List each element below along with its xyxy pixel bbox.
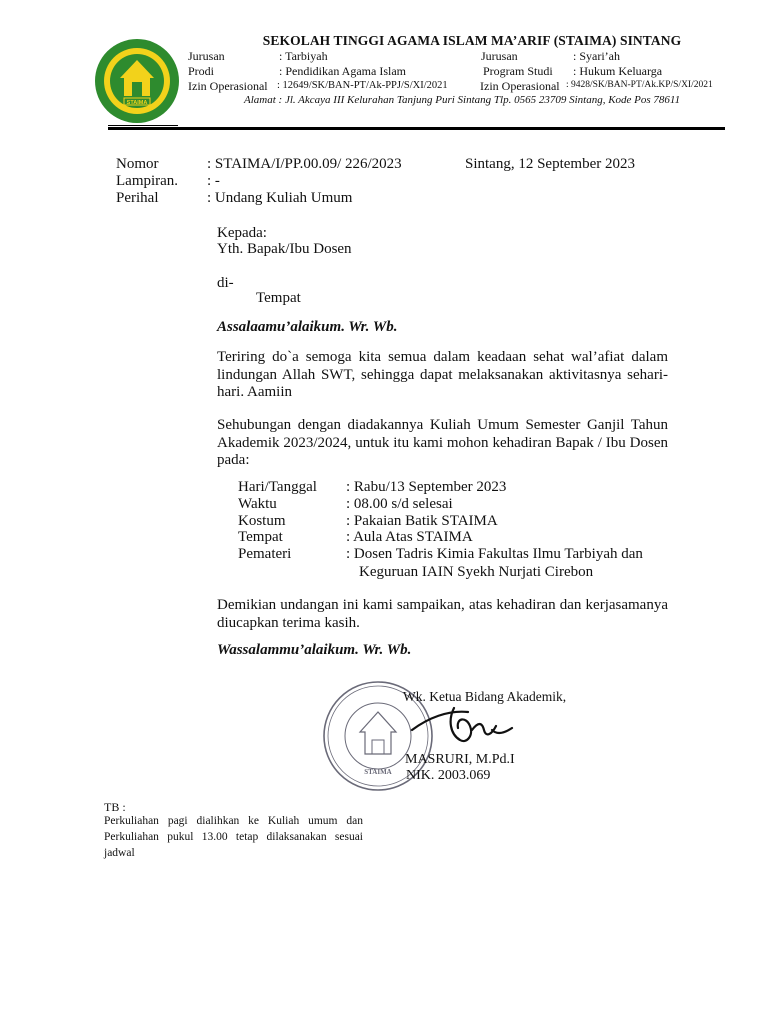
left-izin-value: : 12649/SK/BAN-PT/Ak-PPJ/S/XI/2021 [277,80,448,91]
paragraph-2: Sehubungan dengan diadakannya Kuliah Umum Semester Ganjil Tahun Akademik 2023/2024, untuk itu kami mohon kehadiran Bapak / Ibu Dosen pada: [217,417,668,469]
left-izin-label: Izin Operasional [188,79,268,93]
recipient: Yth. Bapak/Ibu Dosen [217,241,352,257]
signer-title: Wk. Ketua Bidang Akademik, [403,689,567,704]
right-prodi-label: Program Studi [483,64,553,78]
detail-label: Tempat [238,529,283,546]
left-jurusan-label: Jurusan [188,49,225,63]
right-izin-label: Izin Operasional [480,79,560,93]
place-date: Sintang, 12 September 2023 [465,156,635,172]
detail-value: : Aula Atas STAIMA [346,529,473,546]
closing-paragraph: Demikian undangan ini kami sampaikan, atas kehadiran dan kerjasamanya diucapkan terima kasih. [217,597,668,631]
detail-value: : Rabu/13 September 2023 [346,479,507,495]
nomor-value: : STAIMA/I/PP.00.09/ 226/2023 [207,156,402,172]
stamp-text: STAIMA [364,768,392,776]
detail-value: : Pakaian Batik STAIMA [346,512,498,529]
address: Alamat : Jl. Akcaya III Kelurahan Tanjung Puri Sintang Tlp. 0565 23709 Sintang, Kode Pos 78611 [244,94,681,106]
detail-label: Kostum [238,512,286,529]
left-prodi-label: Prodi [188,64,215,78]
institution-name: SEKOLAH TINGGI AGAMA ISLAM MA’ARIF (STAIMA) SINTANG [262,33,682,48]
paragraph-1: Teriring do`a semoga kita semua dalam keadaan sehat wal’afiat dalam lindungan Allah SWT, sehingga dapat melaksanakan aktivitasnya sehari-hari. Aamiin [217,349,668,401]
signer-nik: NIK. 2003.069 [406,768,491,783]
di: di- [217,275,234,291]
signature [408,700,518,748]
logo-text: STAIMA [126,100,148,106]
tempat: Tempat [256,290,301,306]
perihal-value: : Undang Kuliah Umum [207,190,353,206]
right-jurusan-value: : Syari’ah [573,49,620,63]
kepada: Kepada: [217,225,267,241]
tb-note: Perkuliahan pagi dialihkan ke Kuliah umum dan Perkuliahan pukul 13.00 tetap dilaksanakan sesuai jadwal [104,815,363,859]
left-prodi-value: : Pendidikan Agama Islam [279,64,406,78]
right-jurusan-label: Jurusan [481,49,518,63]
detail-label: Waktu [238,495,277,512]
header-rule [108,127,725,130]
lampiran-label: Lampiran. [116,173,179,189]
nomor-label: Nomor [116,156,159,172]
opening-greeting: Assalaamu’alaikum. Wr. Wb. [217,319,398,335]
detail-label: Hari/Tanggal [238,479,317,495]
right-izin-value: : 9428/SK/BAN-PT/Ak.KP/S/XI/2021 [566,80,713,90]
signer-name: MASRURI, M.Pd.I [405,752,515,767]
closing-greeting: Wassalammu’alaikum. Wr. Wb. [217,642,412,658]
left-jurusan-value: : Tarbiyah [279,49,328,63]
detail-label: Pemateri [238,546,292,563]
institution-logo [94,38,180,124]
pemateri-continuation: Keguruan IAIN Syekh Nurjati Cirebon [359,564,594,580]
tb-label: TB : [104,800,126,814]
perihal-label: Perihal [116,190,159,206]
header-rule-thin [108,125,178,126]
lampiran-value: : - [207,173,220,189]
detail-value: : Dosen Tadris Kimia Fakultas Ilmu Tarbiyah dan [346,546,643,563]
right-prodi-value: : Hukum Keluarga [573,64,663,78]
detail-value: : 08.00 s/d selesai [346,495,453,512]
